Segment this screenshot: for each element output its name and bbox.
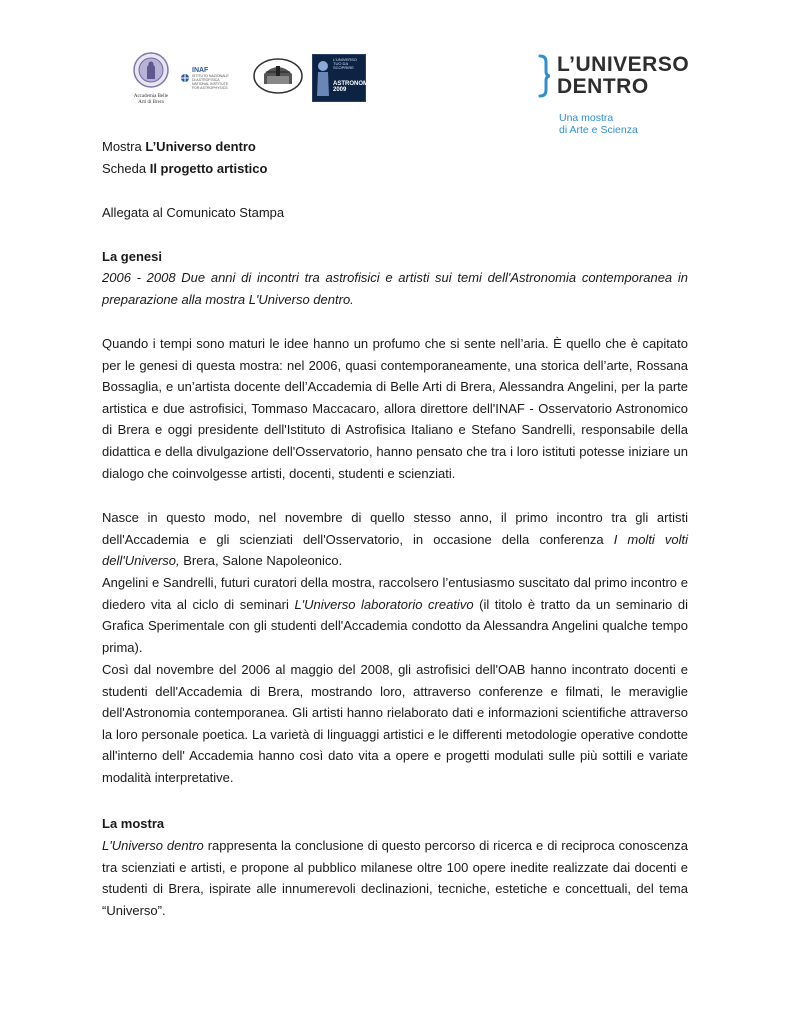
mostra-line: [102, 136, 256, 158]
scheda-line: [102, 158, 267, 180]
inaf-line2: DI ASTROFISICA: [192, 77, 220, 82]
inaf-line4: FOR ASTROPHYSICS: [192, 85, 228, 90]
iya-top-text: [333, 58, 365, 70]
genesi-paragraph-2: [102, 507, 688, 572]
scheda-prefix: Scheda: [102, 161, 150, 176]
p2-text-b: Brera, Salone Napoleonico.: [179, 553, 343, 569]
genesi-italic-intro: 2006 - 2008 Due anni di incontri tra astrofisici e artisti sui temi dell'Astronomia contemporanea in preparazione alla mostra L'Universo dentro.: [102, 270, 688, 307]
mostra-title: L’Universo dentro: [145, 139, 256, 154]
astronaut-silhouette-icon: [314, 56, 332, 100]
mostra-p1-italic: L'Universo dentro: [102, 838, 204, 853]
brand-line1: L’UNIVERSO: [557, 53, 690, 76]
observatory-dome-icon: [252, 56, 304, 96]
genesi-paragraph-3: [102, 572, 688, 658]
inaf-line1: ISTITUTO NAZIONALE: [192, 73, 229, 78]
astronomia-2009-logo: [312, 54, 374, 102]
inaf-star-icon: [180, 73, 190, 83]
brand-sub2: di Arte e Scienza: [559, 124, 638, 136]
accademia-caption: Accademia Belle Arti di Brera: [133, 93, 169, 105]
inaf-logo: [180, 67, 244, 90]
inaf-name: INAF: [192, 66, 209, 74]
iya-top1: L'UNIVERSO: [333, 57, 357, 62]
iya-year: ASTRONOMIA 2009: [333, 81, 374, 93]
p3-italic: L'Universo laboratorio creativo: [294, 596, 474, 612]
accademia-brera-logo: [130, 51, 172, 106]
p2-text-a: Nasce in questo modo, nel novembre di quello stesso anno, il primo incontro tra gli artisti dell'Accademia e gli scienziati dell'Osservatorio, in occasione della conferenza: [102, 510, 688, 547]
inaf-line3: NATIONAL INSTITUTE: [192, 81, 229, 86]
mostra-heading: La mostra: [102, 816, 165, 831]
brand-line2: DENTRO: [557, 75, 649, 98]
genesi-paragraph-1: Quando i tempi sono maturi le idee hanno un profumo che si sente nell’aria. È quello che è capitato per le genesi di questa mostra: nel 2006, quasi contemporaneamente, una storica dell’arte, Rossana Bossaglia, e un’artista docente dell’Accademia di Belle Arti di Brera, Alessandra Angelini, per la parte artistica e due astrofisici, Tommaso Maccacaro, allora direttore dell'INAF - Osservatorio Astronomico di Brera e oggi presidente dell'Istituto di Astrofisica Italiano e Stefano Sandrelli, responsabile della didattica e della divulgazione dell'Osservatorio, hanno pensato che tra i loro istituti potesse iniziare un dialogo che coinvolgesse artisti, docenti, studenti e scienziati.: [102, 336, 688, 481]
accademia-seal-icon: [130, 51, 172, 89]
brand-sub1: Una mostra: [559, 112, 614, 124]
brace-icon: [537, 54, 551, 98]
partner-logos: [130, 50, 374, 106]
universo-dentro-logo: [537, 54, 697, 136]
genesi-paragraph-4: Così dal novembre del 2006 al maggio del 2008, gli astrofisici dell'OAB hanno incontrato docenti e studenti dell'Accademia di Brera, mostrando loro, attraverso conferenze e filmati, le meraviglie dell'Astronomia contemporanea. Gli artisti hanno rielaborato dati e informazioni scientifiche attraverso la loro personale poetica. La varietà di linguaggi artistici e le differenti metodologie operative condotte all'interno dell' Accademia hanno così dato vita a opere e progetti modulati sulle più sottili e variate modalità interpretative.: [102, 662, 688, 785]
p3-text-a: Angelini e Sandrelli, futuri curatori della mostra, raccolsero l’entusiasmo suscitato dal primo incontro e diedero vita al ciclo di seminari: [102, 575, 688, 612]
observatory-logo: [252, 56, 304, 101]
genesi-heading: La genesi: [102, 249, 162, 264]
mostra-paragraph-1: [102, 835, 688, 921]
mostra-p1-text: rappresenta la conclusione di questo percorso di ricerca e di reciproca conoscenza tra scienziati e artisti, e propone al pubblico milanese oltre 100 opere inedite realizzate dai docenti e studenti di Brera, ispirate alle innumerevoli declinazioni, tecniche, estetiche e concettuali, del tema “Universo”.: [102, 838, 689, 918]
allegata-line: Allegata al Comunicato Stampa: [102, 205, 285, 220]
p2-italic: I molti volti dell'Universo,: [102, 531, 688, 569]
p3-text-b: (il titolo è tratto da un seminario di Grafica Sperimentale con gli studenti dell'Accademia condotto da Alessandra Angelini qualche tempo prima).: [102, 596, 688, 655]
iya-top2: TUO DA SCOPRIRE: [333, 61, 354, 70]
mostra-prefix: Mostra: [102, 139, 146, 154]
scheda-title: Il progetto artistico: [149, 161, 268, 176]
